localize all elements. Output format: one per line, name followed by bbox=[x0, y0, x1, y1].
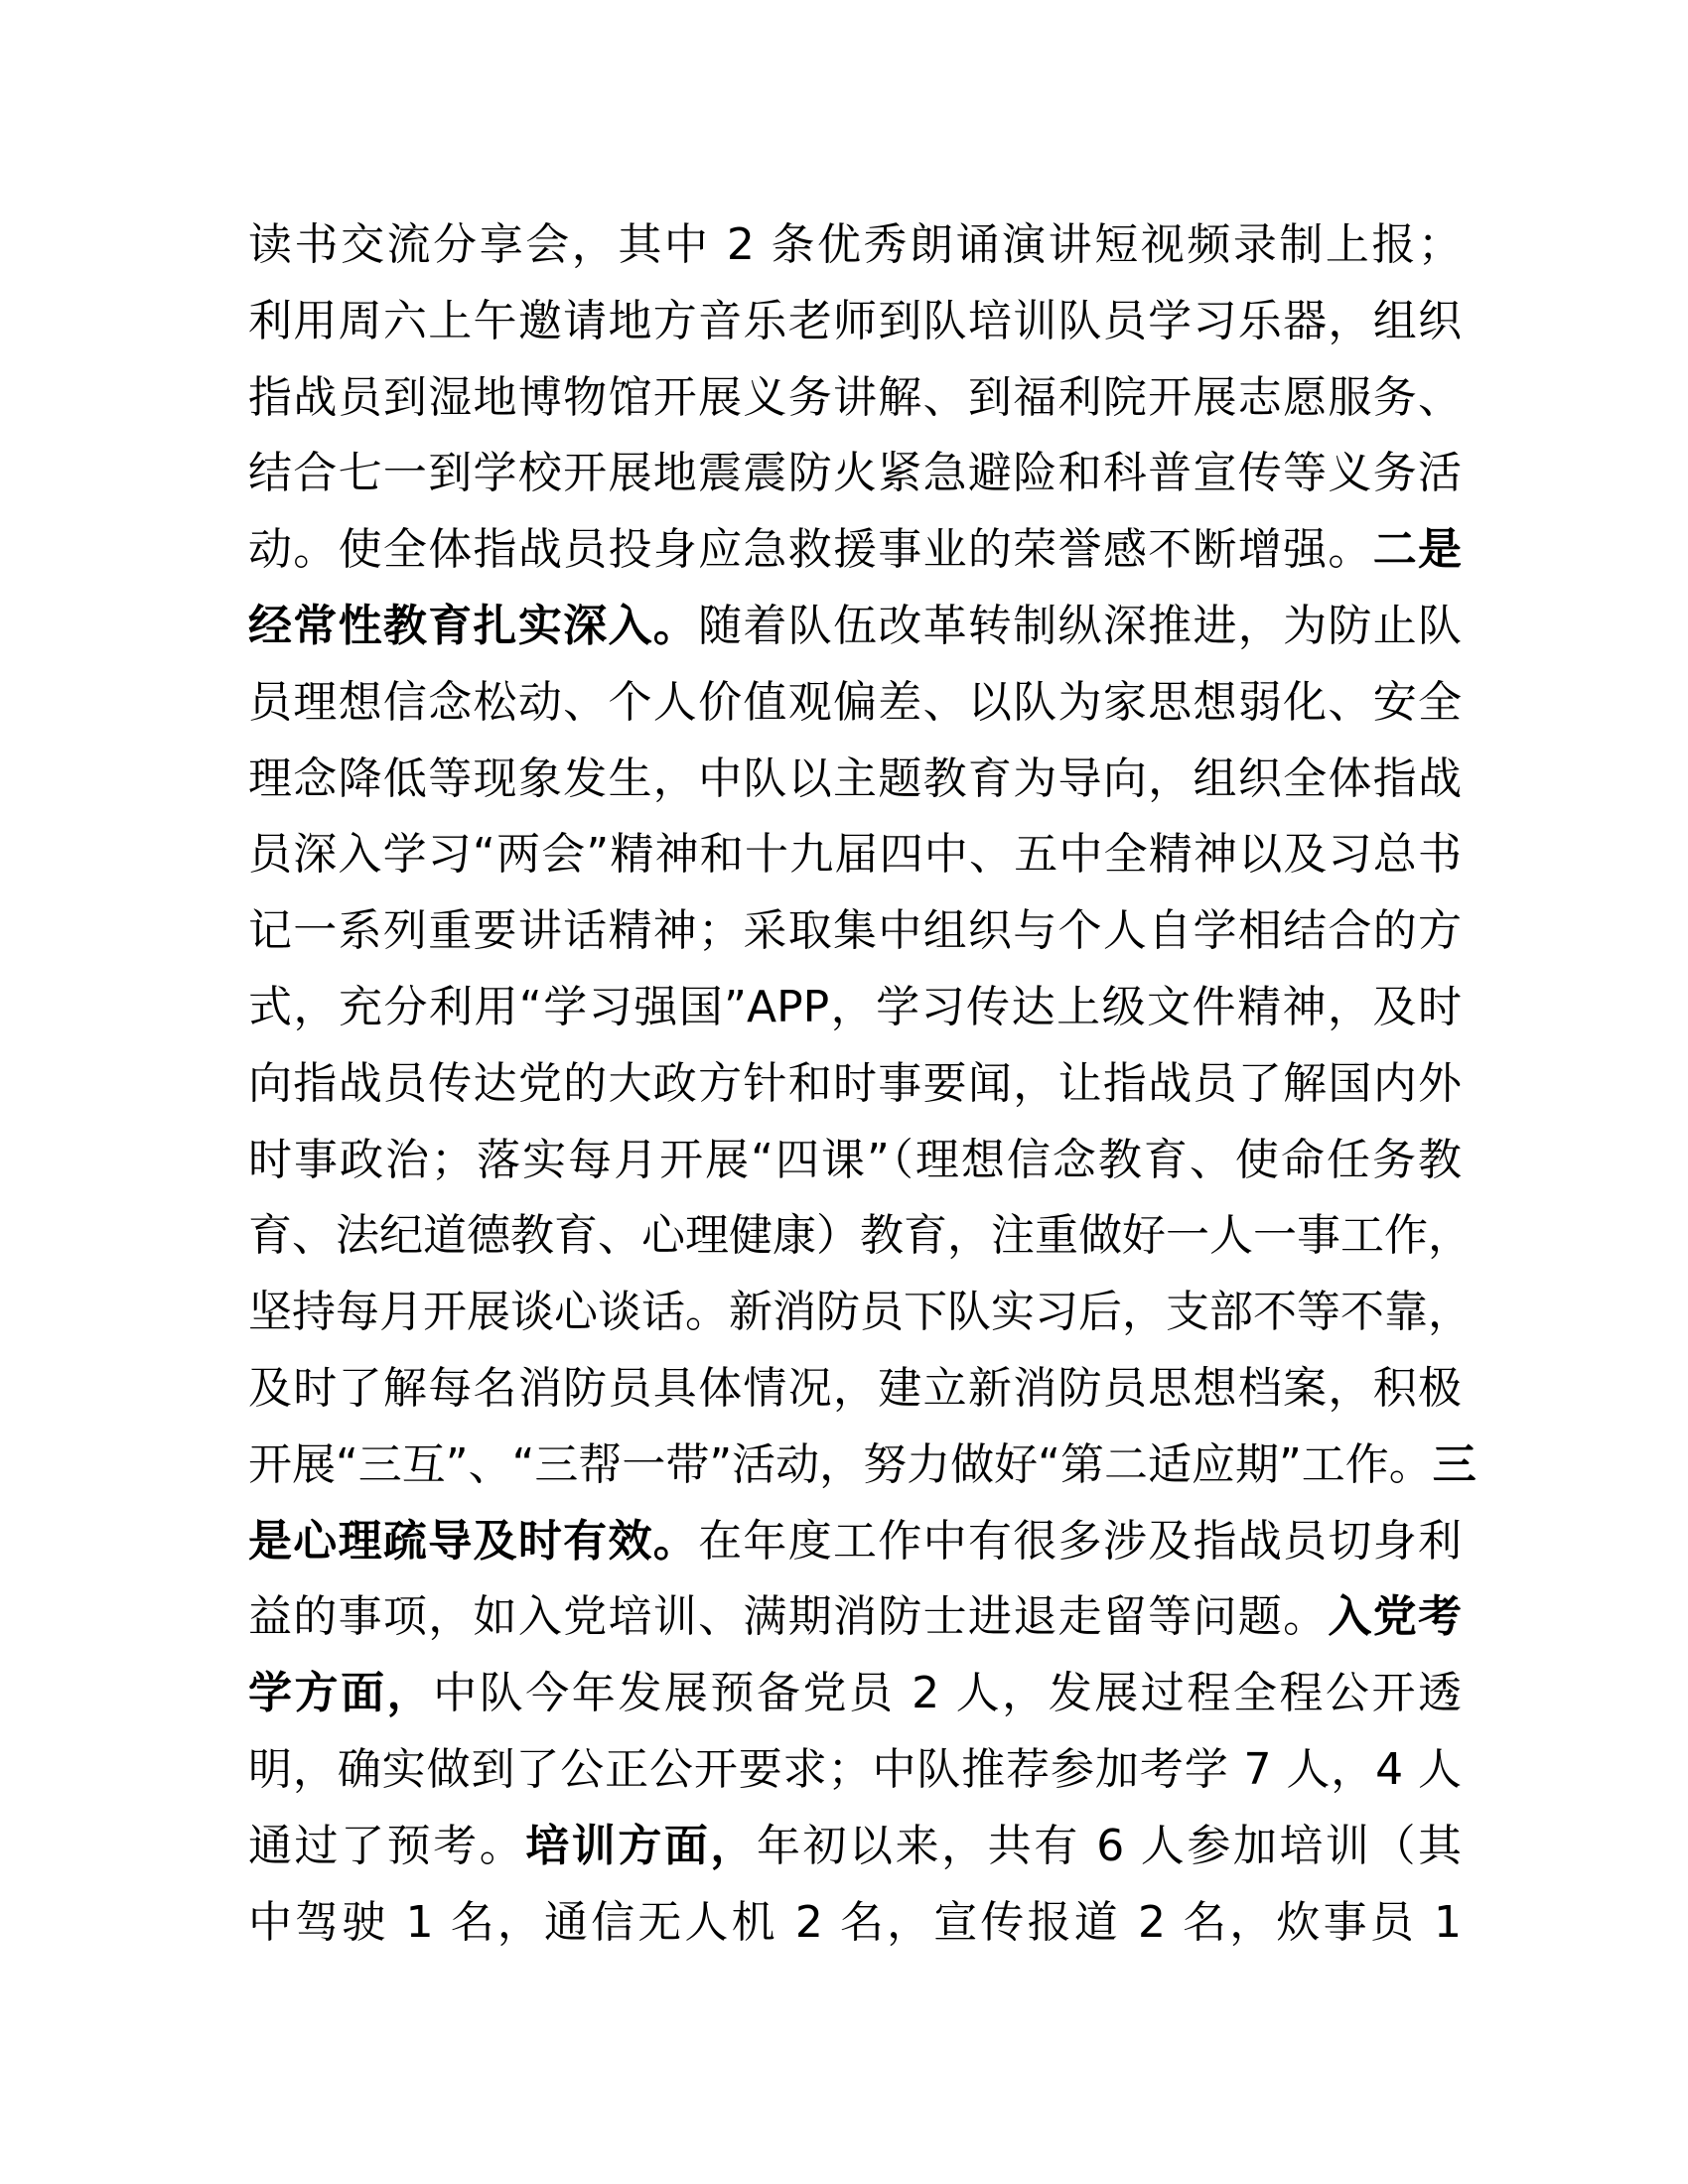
body-text: 在年度工作中有很多涉及指战员切身利 bbox=[698, 1515, 1462, 1567]
body-text: 开展“三互”、“三帮一带”活动，努力做好“第二适应期”工作。 bbox=[248, 1438, 1433, 1490]
bold-heading-text: 入党考 bbox=[1328, 1591, 1463, 1643]
text-line bbox=[248, 360, 1462, 437]
body-text: 员深入学习“两会”精神和十九届四中、五中全精神以及习总书 bbox=[248, 829, 1462, 881]
text-line bbox=[248, 665, 1462, 742]
body-text: 时事政治；落实每月开展“四课”（理想信念教育、使命任务教 bbox=[248, 1134, 1462, 1185]
text-line bbox=[248, 1275, 1472, 1351]
text-line bbox=[248, 1123, 1462, 1199]
text-line bbox=[248, 1656, 1462, 1732]
bold-heading-text: 经常性教育扎实深入。 bbox=[248, 600, 699, 651]
bold-heading-text: 是心理疏导及时有效。 bbox=[248, 1515, 699, 1567]
body-text: 明，确实做到了公正公开要求；中队推荐参加考学 7 人，4 人 bbox=[248, 1743, 1462, 1795]
body-text: 读书交流分享会，其中 2 条优秀朗诵演讲短视频录制上报； bbox=[248, 219, 1462, 270]
body-text: 中驾驶 1 名，通信无人机 2 名，宣传报道 2 名，炊事员 1 bbox=[248, 1896, 1462, 1948]
bold-heading-text: 三 bbox=[1432, 1438, 1477, 1490]
body-text: 通过了预考。 bbox=[248, 1820, 526, 1871]
text-line bbox=[248, 1198, 1472, 1275]
body-text: 员理想信念松动、个人价值观偏差、以队为家思想弱化、安全 bbox=[248, 676, 1462, 728]
text-line bbox=[248, 1885, 1462, 1962]
bold-heading-text: 学方面， bbox=[248, 1668, 434, 1719]
body-text: 及时了解每名消防员具体情况，建立新消防员思想档案，积极 bbox=[248, 1362, 1462, 1414]
body-text: 向指战员传达党的大政方针和时事要闻，让指战员了解国内外 bbox=[248, 1057, 1462, 1109]
body-text: 随着队伍改革转制纵深推进，为防止队 bbox=[698, 600, 1462, 651]
text-line bbox=[248, 1351, 1462, 1428]
body-text: 式，充分利用“学习强国”APP，学习传达上级文件精神，及时 bbox=[248, 981, 1462, 1032]
text-line bbox=[248, 970, 1462, 1046]
body-text: 益的事项，如入党培训、满期消防士进退走留等问题。 bbox=[248, 1591, 1329, 1643]
text-line bbox=[248, 207, 1462, 284]
body-text: 中队今年发展预备党员 2 人，发展过程全程公开透 bbox=[433, 1668, 1463, 1719]
text-line bbox=[248, 817, 1462, 893]
text-line bbox=[248, 1732, 1462, 1809]
text-line bbox=[248, 436, 1462, 512]
text-line bbox=[248, 284, 1462, 360]
body-text: 动。使全体指战员投身应急救援事业的荣誉感不断增强。 bbox=[248, 524, 1373, 576]
body-text: 利用周六上午邀请地方音乐老师到队培训队员学习乐器，组织 bbox=[248, 295, 1462, 346]
bold-heading-text: 培训方面， bbox=[525, 1820, 757, 1871]
text-line bbox=[248, 1809, 1462, 1885]
bold-heading-text: 二是 bbox=[1372, 524, 1463, 576]
body-text: 育、法纪道德教育、心理健康）教育，注重做好一人一事工作， bbox=[248, 1210, 1472, 1262]
body-text: 指战员到湿地博物馆开展义务讲解、到福利院开展志愿服务、 bbox=[248, 371, 1462, 423]
text-line bbox=[248, 589, 1462, 665]
text-line bbox=[248, 1046, 1462, 1123]
text-line bbox=[248, 1504, 1462, 1580]
text-line bbox=[248, 893, 1462, 970]
text-line bbox=[248, 512, 1462, 589]
text-line bbox=[248, 1579, 1462, 1656]
text-line bbox=[248, 742, 1462, 818]
document-body bbox=[248, 207, 1477, 1961]
body-text: 坚持每月开展谈心谈话。新消防员下队实习后，支部不等不靠， bbox=[248, 1287, 1472, 1338]
body-text: 理念降低等现象发生，中队以主题教育为导向，组织全体指战 bbox=[248, 752, 1462, 804]
body-text: 记一系列重要讲话精神；采取集中组织与个人自学相结合的方 bbox=[248, 905, 1462, 957]
body-text: 年初以来，共有 6 人参加培训（其 bbox=[756, 1820, 1463, 1871]
body-text: 结合七一到学校开展地震震防火紧急避险和科普宣传等义务活 bbox=[248, 448, 1462, 499]
text-line bbox=[248, 1428, 1477, 1504]
